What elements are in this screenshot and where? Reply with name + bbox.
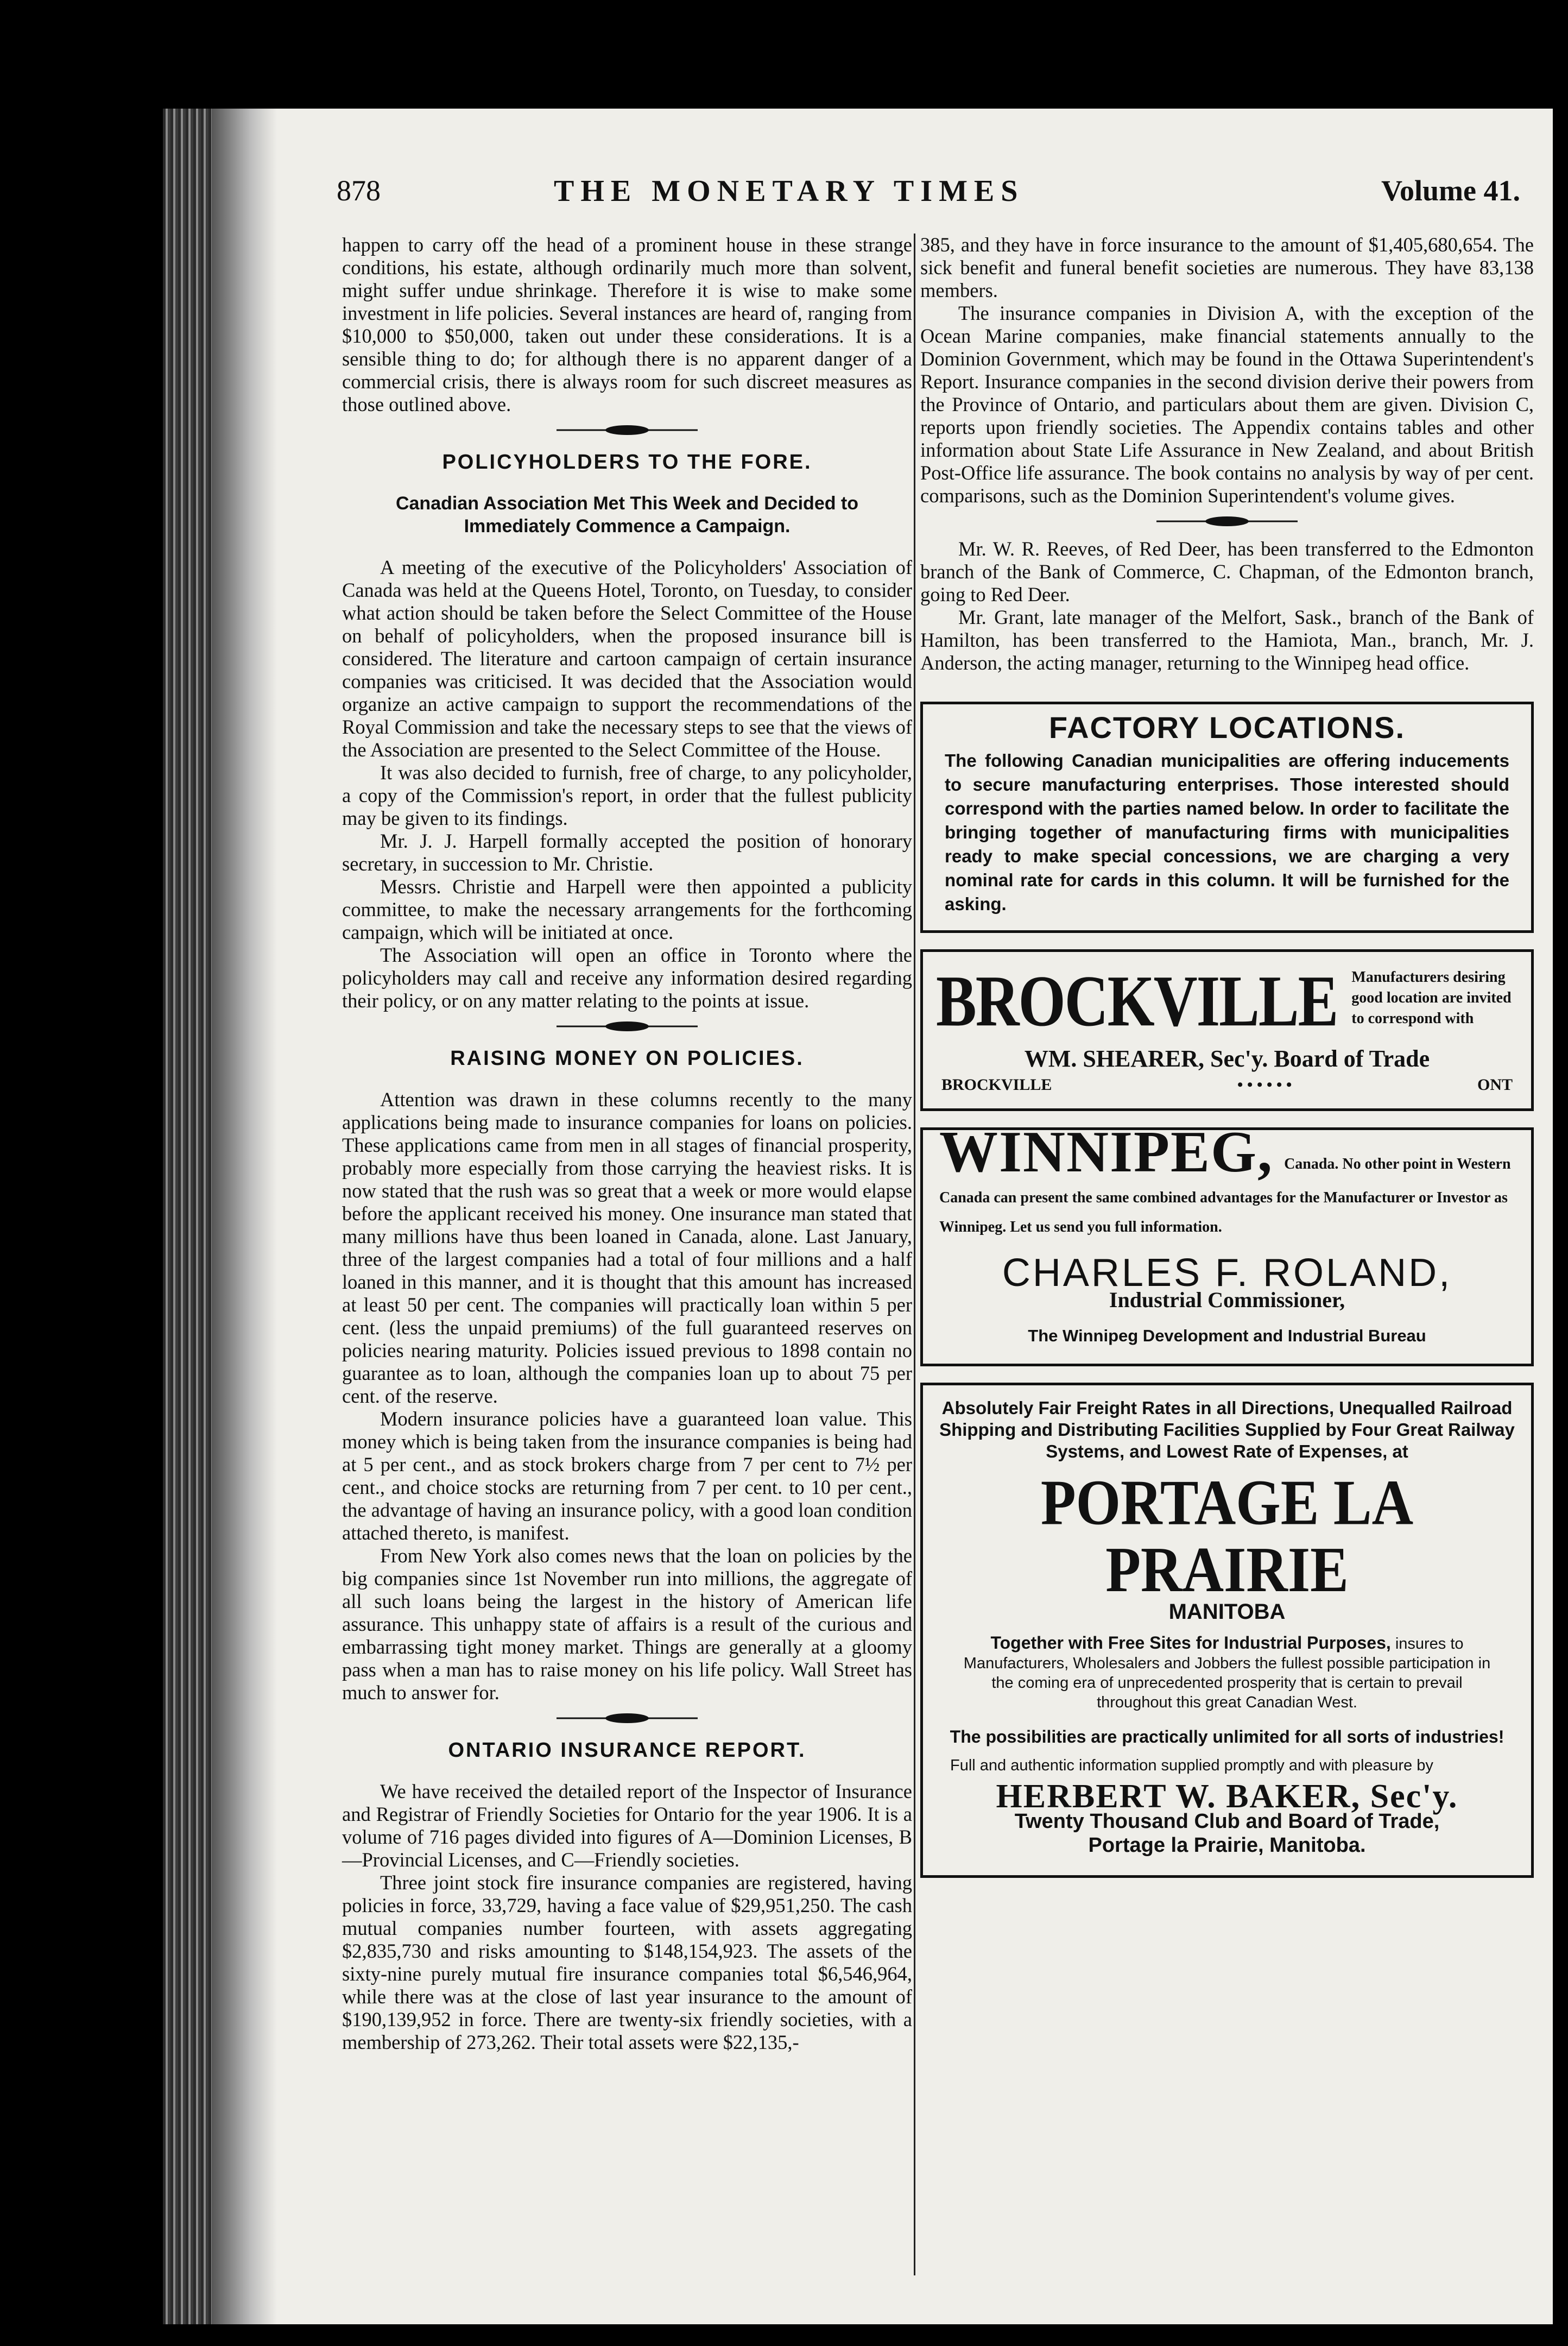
ad-province: MANITOBA xyxy=(1168,1600,1286,1624)
ad-text: The following Canadian municipalities are offering inducements to secure manufacturing enterprises. Those interested should correspond with the parties named below. In order to facilitate the bringing together of manufacturing firms with municipalities ready to make special concessions, we are charging a very nominal rate for cards in this column. It will be furnished for the asking. xyxy=(945,751,1509,914)
ornament-divider xyxy=(557,424,698,437)
ad-contact-role: Industrial Commissioner, xyxy=(1109,1288,1345,1312)
volume-label: Volume 41. xyxy=(1381,174,1520,207)
article-paragraph: It was also decided to furnish, free of charge, to any policyholder, a copy of the Commission's report, in order that the fullest publicity may be given to its findings. xyxy=(342,761,912,829)
newspaper-page xyxy=(163,109,1553,2324)
left-column xyxy=(342,234,912,2054)
column-divider xyxy=(914,234,915,2275)
ornament-divider xyxy=(557,1712,698,1725)
news-paragraph: Mr. W. R. Reeves, of Red Deer, has been transferred to the Edmonton branch of the Bank of Commerce, C. Chapman, of the Edmonton branch, going to Red Deer. xyxy=(920,538,1534,606)
page-header xyxy=(337,174,1531,217)
right-column xyxy=(920,234,1534,1894)
ad-title: FACTORY LOCATIONS. xyxy=(1048,710,1406,745)
ad-info: Full and authentic information supplied promptly and with pleasure by xyxy=(950,1757,1433,1774)
ad-city-name: BROCKVILLE xyxy=(936,961,1338,1042)
ad-note: Canada. No other point in Western xyxy=(1284,1156,1511,1172)
ornament-divider xyxy=(1156,515,1298,528)
ad-note: Manufacturers desiring good location are invited to correspond with xyxy=(1351,969,1512,1027)
ad-intro: Absolutely Fair Freight Rates in all Directions, Unequalled Railroad Shipping and Distributing Facilities Supplied by Four Great Railway Systems, and Lowest Rate of Expenses, at xyxy=(939,1398,1515,1461)
article-paragraph: We have received the detailed report of the Inspector of Insurance and Registrar of Friendly Societies for Ontario for the year 1906. It is a volume of 716 pages divided into figures of A—Dominion Licenses, B—Provincial Licenses, and C—Friendly societies. xyxy=(342,1780,912,1871)
ad-city: Portage la Prairie, Manitoba. xyxy=(1088,1834,1366,1857)
news-paragraph: Mr. Grant, late manager of the Melfort, Sask., branch of the Bank of Hamilton, has been transferred to the Hamiota, Man., branch, Mr. J. Anderson, the acting manager, returning to the Winnipeg head office. xyxy=(920,606,1534,674)
article-paragraph: Three joint stock fire insurance companies are registered, having policies in force, 33,729, having a face value of $29,951,250. The cash mutual companies number fourteen, with assets aggregating $2,835,730 and risks amounting to $148,154,923. The assets of the sixty-nine purely mutual fire insurance companies total $6,546,964, while there was at the close of last year insurance to the amount of $190,139,952 in force. There are twenty-six friendly societies, with a membership of 273,262. Their total assets were $22,135,- xyxy=(342,1871,912,2053)
newspaper-title: THE MONETARY TIMES xyxy=(554,174,1025,208)
ad-body-text: insures to Manufacturers, Wholesalers and Jobbers the fullest possible participation in the coming era of unprecedented prosperity that is certain to prevail throughout this great Canadian West. xyxy=(963,1635,1491,1711)
ad-dots: • • • • • • xyxy=(1237,1076,1292,1094)
portage-la-prairie-ad xyxy=(920,1383,1534,1878)
article-heading: ONTARIO INSURANCE REPORT. xyxy=(448,1739,806,1762)
article-subheading: Canadian Association Met This Week and Decided to Immediately Commence a Campaign. xyxy=(395,493,859,537)
page-number: 878 xyxy=(337,174,381,207)
ad-city-name: WINNIPEG, xyxy=(939,1120,1274,1184)
article-paragraph: The insurance companies in Division A, with the exception of the Ocean Marine companies, make financial statements annually to the Dominion Government, which may be found in the Ottawa Superintendent's Report. Insurance companies in the second division derive their powers from the Province of Ontario, and particulars about them are given. Division C, reports upon friendly societies. The Appendix contains tables and other information about State Life Assurance in New Zealand, and about British Post-Office life assurance. The book contains no analysis by way of per cent. comparisons, such as the Dominion Superintendent's volume gives. xyxy=(920,302,1534,507)
ad-body xyxy=(923,1633,1531,1712)
ad-body-bold: Together with Free Sites for Industrial Purposes, xyxy=(990,1633,1391,1653)
brockville-ad xyxy=(920,949,1534,1111)
ad-contact-name: HERBERT W. BAKER, Sec'y. xyxy=(996,1778,1458,1815)
ad-city-name: PORTAGE LA PRAIRIE xyxy=(1040,1467,1414,1605)
winnipeg-ad xyxy=(920,1120,1534,1366)
ornament-divider xyxy=(557,1020,698,1033)
article-paragraph: 385, and they have in force insurance to the amount of $1,405,680,654. The sick benefit and funeral benefit societies are numerous. They have 83,138 members. xyxy=(920,234,1534,301)
article-paragraph: The Association will open an office in Toronto where the policyholders may call and receive any information desired regarding their policy, or on any matter relating to the points at issue. xyxy=(342,944,912,1012)
article-paragraph: Mr. J. J. Harpell formally accepted the position of honorary secretary, in succession to Mr. Christie. xyxy=(342,830,912,875)
ad-text: Canada can present the same combined advantages for the Manufacturer or Investor as Winnipeg. Let us send you full information. xyxy=(939,1189,1508,1235)
article-paragraph: Messrs. Christie and Harpell were then appointed a publicity committee, to make the necessary arrangements for the forthcoming campaign, which will be initiated at once. xyxy=(342,875,912,943)
ad-city: BROCKVILLE xyxy=(941,1076,1052,1094)
binding-shadow xyxy=(212,109,277,2324)
intro-paragraph: happen to carry off the head of a prominent house in these strange conditions, his estate, although ordinarily much more than solvent, might suffer undue shrinkage. Therefore it is wise to make some investment in life policies. Several instances are heard of, ranging from $10,000 to $50,000, taken out under these considerations. It is a sensible thing to do; for although there is no apparent danger of a commercial crisis, there is always room for such discreet measures as those outlined above. xyxy=(342,234,912,415)
book-binding xyxy=(163,109,212,2324)
ad-province: ONT xyxy=(1477,1076,1513,1094)
ad-organization: Twenty Thousand Club and Board of Trade, xyxy=(1014,1810,1440,1833)
article-heading: RAISING MONEY ON POLICIES. xyxy=(450,1047,804,1070)
article-paragraph: A meeting of the executive of the Policyholders' Association of Canada was held at the Queens Hotel, Toronto, on Tuesday, to consider what action should be taken before the Select Committee of the House on behalf of policyholders, when the proposed insurance bill is considered. The literature and cartoon campaign of certain insurance companies was criticised. It was decided that the Association would organize an active campaign to support the recommendations of the Royal Commission and take the necessary steps to see that the views of the Association are presented to the Select Committee of the House. xyxy=(342,556,912,761)
ad-contact-name: CHARLES F. ROLAND, xyxy=(1002,1251,1452,1295)
ad-highlight: The possibilities are practically unlimited for all sorts of industries! xyxy=(950,1727,1504,1746)
ad-organization: The Winnipeg Development and Industrial Bureau xyxy=(1028,1326,1426,1345)
ad-location xyxy=(923,1070,1531,1108)
article-paragraph: Attention was drawn in these columns recently to the many applications being made to insurance companies for loans on policies. These applications came from men in all stages of financial prosperity, probably more especially from those carrying the heaviest risks. It is now stated that the rush was so great that a week or more would elapse before the applicant received his money. One insurance man stated that many millions have thus been loaned in Canada, alone. Last January, three of the largest companies had a total of four millions and a half loaned in this manner, and it is thought that this amount has increased at least 50 per cent. The companies will practically loan within 5 per cent. (less the unpaid premiums) of the full guaranteed reserves on policies nearing maturity. Policies issued previous to 1898 contain no guarantee as to loan, although the companies loan up to about 75 per cent. of the reserve. xyxy=(342,1088,912,1407)
article-heading: POLICYHOLDERS TO THE FORE. xyxy=(442,451,812,474)
article-paragraph: Modern insurance policies have a guaranteed loan value. This money which is being taken from the insurance companies is being had at 5 per cent., and as stock brokers charge from 7 per cent to 7½ per cent., and choice stocks are returning from 7 per cent. to 10 per cent., the advantage of having an insurance policy, with a good loan condition attached thereto, is manifest. xyxy=(342,1408,912,1544)
ad-contact: WM. SHEARER, Sec'y. Board of Trade xyxy=(1024,1045,1430,1072)
factory-locations-ad xyxy=(920,702,1534,933)
article-paragraph: From New York also comes news that the loan on policies by the big companies since 1st November run into millions, the aggregate of all such loans being the largest in the history of American life assurance. This unhappy state of affairs is a result of the curious and embarrassing tight money market. Things are generally at a gloomy pass when a man has to raise money on his life policy. Wall Street has much to answer for. xyxy=(342,1544,912,1704)
